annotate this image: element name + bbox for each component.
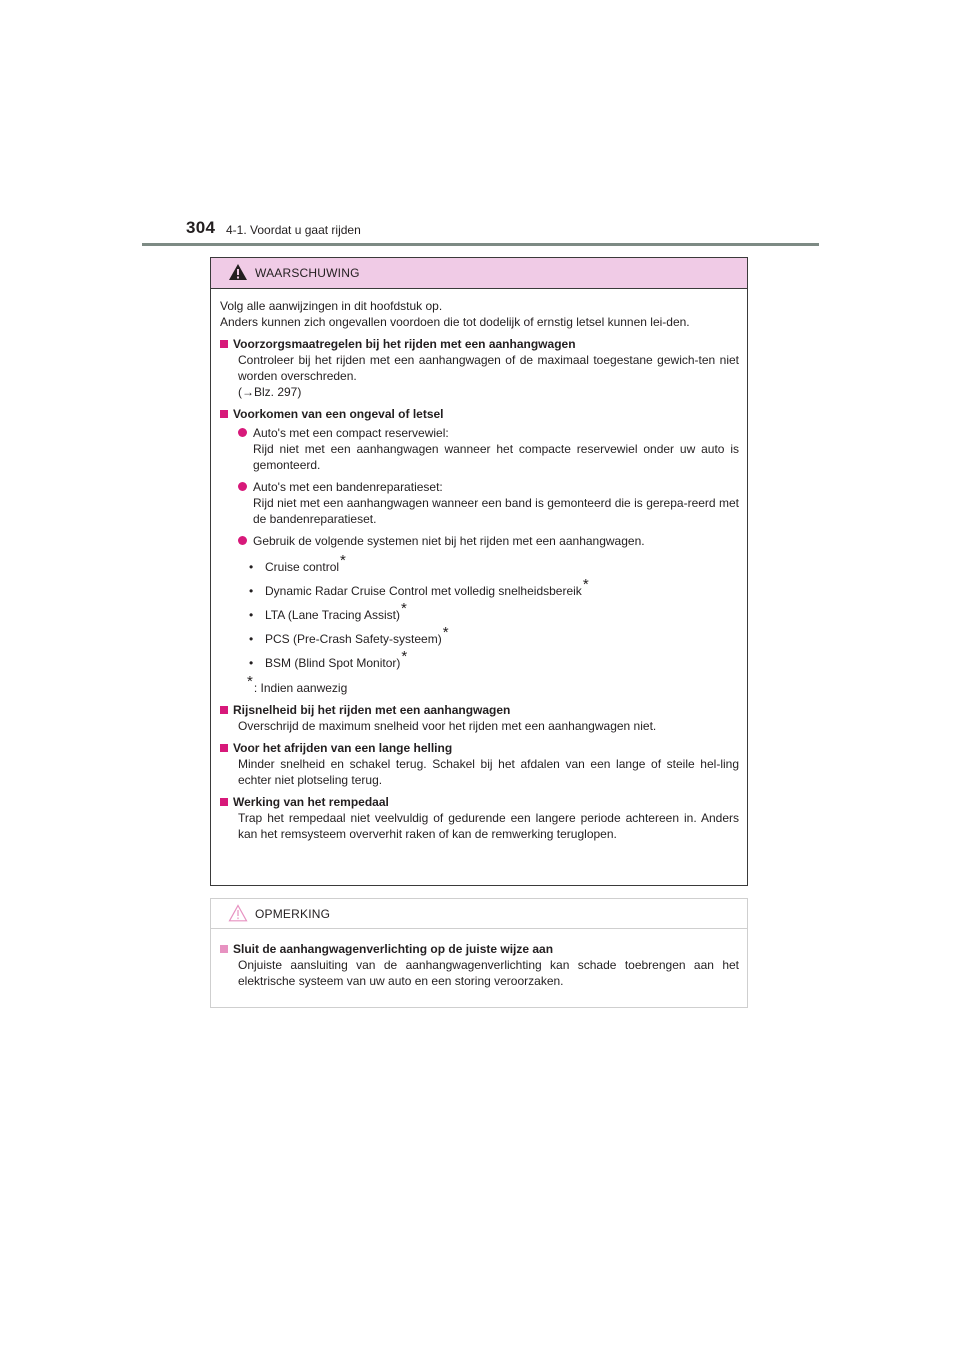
square-bullet-icon <box>220 798 228 806</box>
system-name: BSM (Blind Spot Monitor) <box>265 656 401 670</box>
asterisk-mark: * <box>247 673 253 690</box>
warning-title: WAARSCHUWING <box>255 266 360 280</box>
section-heading-text: Voor het afrijden van een lange helling <box>233 741 453 755</box>
dot-bullet: • <box>249 584 254 598</box>
section-heading-text: Werking van het rempedaal <box>233 795 389 809</box>
round-bullet-icon <box>238 428 247 437</box>
list-item <box>220 425 739 473</box>
page-number: 304 <box>186 218 216 237</box>
section-heading-text: Voorzorgsmaatregelen bij het rijden met een aanhangwagen <box>233 337 576 351</box>
footnote <box>220 673 739 696</box>
section-towing-precautions <box>220 336 739 400</box>
notice-title: OPMERKING <box>255 907 331 921</box>
asterisk-mark: * <box>401 648 408 665</box>
system-item <box>220 648 739 671</box>
system-item <box>220 576 739 599</box>
section-heading <box>220 740 739 756</box>
section-heading <box>220 406 739 422</box>
section-text: Minder snelheid en schakel terug. Schakel bij het afdalen van een lange of steile hel-ling echter niet plotseling terug. <box>238 757 739 787</box>
page-header <box>0 0 960 250</box>
section-heading <box>220 794 739 810</box>
system-item <box>220 624 739 647</box>
system-name: Dynamic Radar Cruise Control met volledig snelheidsbereik <box>265 584 582 598</box>
warning-box <box>210 257 748 886</box>
section-heading-text: Rijsnelheid bij het rijden met een aanhangwagen <box>233 703 511 717</box>
header-rule <box>142 243 819 246</box>
section-text: Overschrijd de maximum snelheid voor het rijden met een aanhangwagen niet. <box>238 719 657 733</box>
list-item-text: Rijd niet met een aanhangwagen wanneer een band is gemonteerd die is gerepa-reerd met de bandenreparatieset. <box>253 496 739 526</box>
list-item-head: Gebruik de volgende systemen niet bij het rijden met een aanhangwagen. <box>253 534 645 548</box>
notice-box <box>210 898 748 1008</box>
square-bullet-icon <box>220 340 228 348</box>
section-towing-speed <box>220 702 739 734</box>
section-accident-prevention <box>220 406 739 696</box>
dot-bullet: • <box>249 560 254 574</box>
section-text: Controleer bij het rijden met een aanhangwagen of de maximaal toegestane gewich-ten niet worden overschreden. <box>238 353 739 383</box>
section-heading-text: Voorkomen van een ongeval of letsel <box>233 407 444 421</box>
asterisk-mark: * <box>442 624 449 641</box>
section-heading <box>220 941 739 957</box>
warning-header <box>211 258 747 289</box>
dot-bullet: • <box>249 656 254 670</box>
section-heading <box>220 702 739 718</box>
section-title: 4-1. Voordat u gaat rijden <box>226 223 361 237</box>
round-bullet-icon <box>238 482 247 491</box>
notice-text: Onjuiste aansluiting van de aanhangwagenverlichting kan schade toebrengen aan het elektrische systeem van uw auto en een storing veroorzaken. <box>238 958 739 988</box>
warning-intro: Volg alle aanwijzingen in dit hoofdstuk op. <box>220 299 443 313</box>
square-bullet-icon <box>220 410 228 418</box>
asterisk-mark: * <box>400 600 407 617</box>
warning-intro-2: Anders kunnen zich ongevallen voordoen die tot dodelijk of ernstig letsel kunnen lei-den. <box>220 315 690 329</box>
caution-triangle-outline-icon <box>228 904 248 922</box>
system-name: PCS (Pre-Crash Safety-systeem) <box>265 632 442 646</box>
section-heading <box>220 336 739 352</box>
list-item <box>220 479 739 527</box>
square-bullet-icon <box>220 945 228 953</box>
footnote-text: : Indien aanwezig <box>253 681 348 695</box>
system-item <box>220 552 739 575</box>
round-bullet-icon <box>238 536 247 545</box>
section-long-slope <box>220 740 739 788</box>
section-text: Trap het rempedaal niet veelvuldig of gedurende een langere periode achtereen in. Anders kan het remsysteem oververhit raken of kan de remwerking teruglopen. <box>238 811 739 841</box>
dot-bullet: • <box>249 632 254 646</box>
list-item <box>220 533 739 549</box>
asterisk-mark: * <box>340 552 346 569</box>
system-name: LTA (Lane Tracing Assist) <box>265 608 400 622</box>
asterisk-mark: * <box>582 576 589 593</box>
square-bullet-icon <box>220 744 228 752</box>
section-brake-pedal <box>220 794 739 842</box>
dot-bullet: • <box>249 608 254 622</box>
notice-body <box>211 929 747 989</box>
section-heading-text: Sluit de aanhangwagenverlichting op de juiste wijze aan <box>233 942 554 956</box>
square-bullet-icon <box>220 706 228 714</box>
notice-header <box>211 899 747 929</box>
list-item-text: Rijd niet met een aanhangwagen wanneer het compacte reservewiel onder uw auto is gemonteerd. <box>253 442 739 472</box>
warning-triangle-icon <box>228 263 248 281</box>
list-item-head: Auto's met een bandenreparatieset: <box>253 480 443 494</box>
list-item-head: Auto's met een compact reservewiel: <box>253 426 449 440</box>
page-reference: (→Blz. 297) <box>238 385 302 399</box>
system-name: Cruise control <box>265 560 340 574</box>
warning-body <box>211 289 747 842</box>
system-item <box>220 600 739 623</box>
